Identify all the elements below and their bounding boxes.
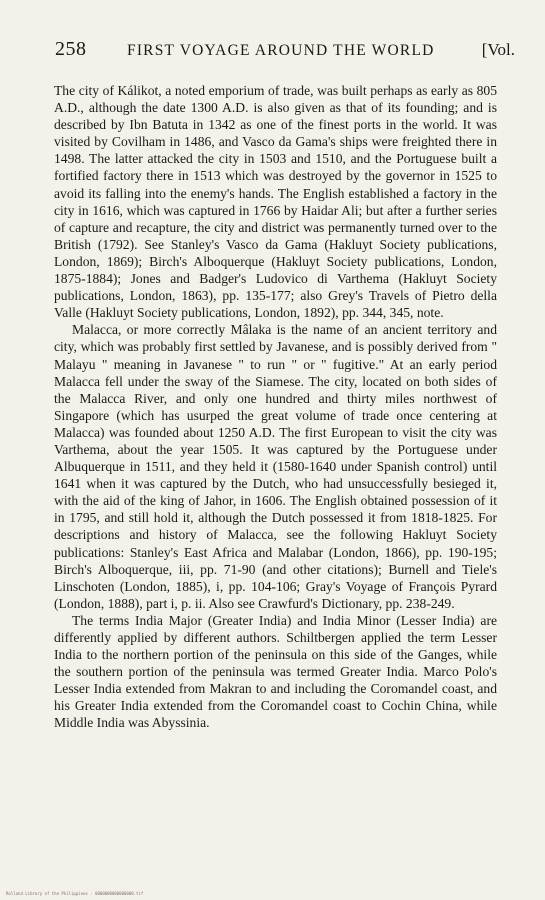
running-title: FIRST VOYAGE AROUND THE WORLD [127, 42, 435, 59]
paragraph-india: The terms India Major (Greater India) and India Minor (Lesser India) are differently applied by different authors. Schiltbergen applied the term Lesser India to the northern portion of the peninsula on this side of the Ganges, while the southern portion of the peninsula was termed Greater India. Marco Polo's Lesser India extended from Makran to and including the Coromandel coast, and his Greater India extended from the Coromandel coast to Cochin China, while Middle India was Abyssinia. [54, 612, 497, 731]
paragraph-malacca: Malacca, or more correctly Mâlaka is the name of an ancient territory and city, which was probably first settled by Javanese, and is possibly derived from " Malayu " meaning in Javanese " to run " or " fugitive." At an early period Malacca fell under the sway of the Siamese. The city, located on both sides of the Malacca River, and only one hundred and thirty miles northwest of Singapore (which has usurped the great volume of trade once centering at Malacca) was founded about 1250 A.D. The first European to visit the city was Varthema, about the year 1505. It was captured by the Portuguese under Albuquerque in 1511, and they held it (1580-1640 under Spanish control) until 1641 when it was captured by the Dutch, who had unsuccessfully besieged it, with the aid of the king of Jahor, in 1606. The English obtained possession of it in 1795, and still hold it, although the Dutch possessed it from 1818-1825. For descriptions and history of Malacca, see the following Hakluyt Society publications: Stanley's East Africa and Malabar (London, 1866), pp. 190-195; Birch's Alboquerque, iii, pp. 71-90 (and other citations); Burnell and Tiele's Linschoten (London, 1885), i, pp. 104-106; Gray's Voyage of François Pyrard (London, 1888), part i, p. ii. Also see Crawfurd's Dictionary, pp. 238-249. [54, 322, 497, 611]
volume-marker: [Vol. [481, 40, 515, 59]
scan-footer: Rolland Library of the Philippines · 0000000000000000.tif [6, 891, 144, 896]
page-header [55, 36, 515, 66]
page-number: 258 [55, 38, 87, 60]
page-body [54, 82, 497, 732]
paragraph-calicut: The city of Kálikot, a noted emporium of trade, was built perhaps as early as 805 A.D., although the date 1300 A.D. is also given as that of its founding; and is described by Ibn Batuta in 1342 as one of the finest ports in the world. It was visited by Covilham in 1486, and Vasco da Gama's ships were freighted there in 1498. The latter attacked the city in 1503 and 1510, and the Portuguese built a fortified factory there in 1513 which was destroyed by the governor in 1525 to avoid its falling into the enemy's hands. The English established a factory in the city in 1616, which was captured in 1766 by Haidar Ali; but after a further series of capture and recapture, the city and district was permanently turned over to the British (1792). See Stanley's Vasco da Gama (Hakluyt Society publications, London, 1869); Birch's Alboquerque (Hakluyt Society publications, London, 1875-1884); Jones and Badger's Ludovico di Varthema (Hakluyt Society publications, London, 1863), pp. 135-177; also Grey's Travels of Pietro della Valle (Hakluyt Society publications, London, 1892), pp. 344, 345, note. [54, 83, 497, 321]
